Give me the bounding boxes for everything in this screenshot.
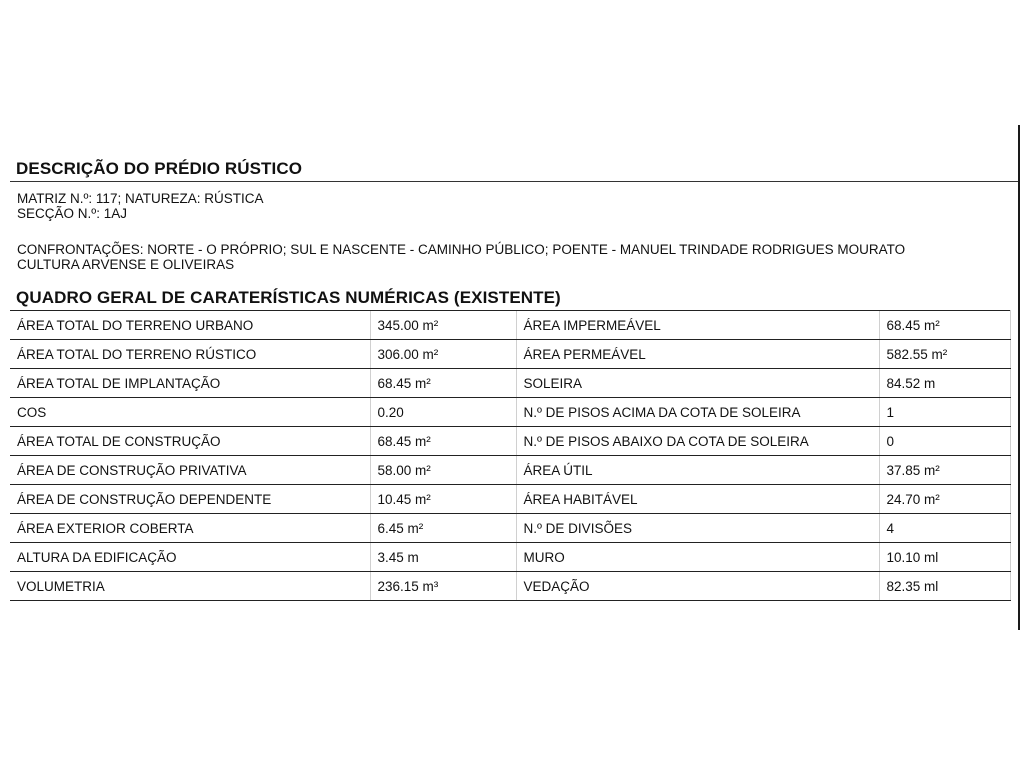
row-label-left: ÁREA TOTAL DE IMPLANTAÇÃO <box>10 369 370 398</box>
row-value-right: 24.70 m² <box>879 485 1010 514</box>
table-row <box>10 514 1010 543</box>
table-row <box>10 456 1010 485</box>
row-label-left: ÁREA TOTAL DO TERRENO RÚSTICO <box>10 340 370 369</box>
quadro-table-body <box>10 311 1010 601</box>
row-label-right: VEDAÇÃO <box>516 572 879 601</box>
table-row <box>10 340 1010 369</box>
title-underline <box>10 181 1018 182</box>
row-value-right: 68.45 m² <box>879 311 1010 340</box>
descricao-title: DESCRIÇÃO DO PRÉDIO RÚSTICO <box>16 159 303 178</box>
row-label-right: MURO <box>516 543 879 572</box>
row-value-right: 37.85 m² <box>879 456 1010 485</box>
row-value-right: 82.35 ml <box>879 572 1010 601</box>
row-value-right: 582.55 m² <box>879 340 1010 369</box>
row-value-left: 68.45 m² <box>370 427 516 456</box>
row-label-left: ÁREA DE CONSTRUÇÃO PRIVATIVA <box>10 456 370 485</box>
table-row <box>10 572 1010 601</box>
matriz-line: MATRIZ N.º: 117; NATUREZA: RÚSTICA <box>17 191 264 206</box>
row-label-left: ÁREA EXTERIOR COBERTA <box>10 514 370 543</box>
row-value-left: 0.20 <box>370 398 516 427</box>
frame-right-border <box>1018 125 1020 630</box>
row-label-left: ALTURA DA EDIFICAÇÃO <box>10 543 370 572</box>
row-label-right: SOLEIRA <box>516 369 879 398</box>
table-row <box>10 398 1010 427</box>
row-label-right: ÁREA ÚTIL <box>516 456 879 485</box>
row-value-left: 68.45 m² <box>370 369 516 398</box>
row-label-right: N.º DE DIVISÕES <box>516 514 879 543</box>
row-value-right: 10.10 ml <box>879 543 1010 572</box>
row-value-left: 345.00 m² <box>370 311 516 340</box>
seccao-line: SECÇÃO N.º: 1AJ <box>17 206 127 221</box>
row-label-right: ÁREA IMPERMEÁVEL <box>516 311 879 340</box>
table-row <box>10 485 1010 514</box>
row-value-right: 1 <box>879 398 1010 427</box>
row-label-left: ÁREA TOTAL DE CONSTRUÇÃO <box>10 427 370 456</box>
row-label-left: ÁREA TOTAL DO TERRENO URBANO <box>10 311 370 340</box>
row-value-right: 84.52 m <box>879 369 1010 398</box>
row-value-left: 3.45 m <box>370 543 516 572</box>
row-value-left: 6.45 m² <box>370 514 516 543</box>
cultura-line: CULTURA ARVENSE E OLIVEIRAS <box>17 257 235 272</box>
table-row <box>10 543 1010 572</box>
row-label-right: N.º DE PISOS ACIMA DA COTA DE SOLEIRA <box>516 398 879 427</box>
confrontacoes-line: CONFRONTAÇÕES: NORTE - O PRÓPRIO; SUL E NASCENTE - CAMINHO PÚBLICO; POENTE - MANUEL TRINDADE RODRIGUES MOURATO <box>17 242 906 257</box>
row-label-left: VOLUMETRIA <box>10 572 370 601</box>
row-label-right: ÁREA HABITÁVEL <box>516 485 879 514</box>
row-label-left: ÁREA DE CONSTRUÇÃO DEPENDENTE <box>10 485 370 514</box>
row-value-left: 10.45 m² <box>370 485 516 514</box>
row-label-left: COS <box>10 398 370 427</box>
table-row <box>10 311 1010 340</box>
row-value-right: 4 <box>879 514 1010 543</box>
row-value-left: 58.00 m² <box>370 456 516 485</box>
row-value-left: 236.15 m³ <box>370 572 516 601</box>
row-value-right: 0 <box>879 427 1010 456</box>
row-label-right: ÁREA PERMEÁVEL <box>516 340 879 369</box>
table-row <box>10 427 1010 456</box>
quadro-title: QUADRO GERAL DE CARATERÍSTICAS NUMÉRICAS (EXISTENTE) <box>16 288 561 307</box>
row-label-right: N.º DE PISOS ABAIXO DA COTA DE SOLEIRA <box>516 427 879 456</box>
table-row <box>10 369 1010 398</box>
quadro-table <box>10 310 1011 601</box>
row-value-left: 306.00 m² <box>370 340 516 369</box>
